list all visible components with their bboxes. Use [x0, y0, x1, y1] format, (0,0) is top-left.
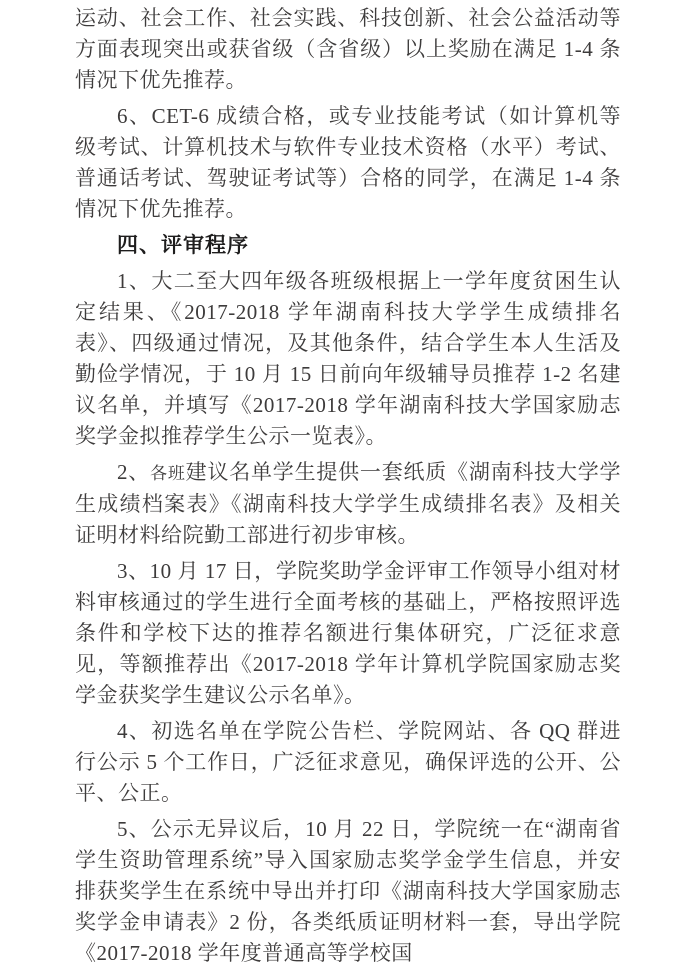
body-paragraph	[75, 3, 621, 96]
body-paragraph	[75, 814, 621, 969]
section-heading	[75, 230, 621, 261]
body-paragraph	[75, 716, 621, 809]
text-run: 1、大二至大四年级各班级根据上一学年度贫困生认定结果、《2017-2018 学年湖南科技大学学生成绩排名表》、四级通过情况，及其他条件，结合学生本人生活及勤俭学情况，于 10 月 15 日前向年级辅导员推荐 1-2 名建议名单，并填写《2017-2018 学年湖南科技大学国家励志奖学金拟推荐学生公示一览表》。	[75, 269, 621, 448]
text-run: 6、CET-6 成绩合格，或专业技能考试（如计算机等级考试、计算机技术与软件专业技术资格（水平）考试、普通话考试、驾驶证考试等）合格的同学，在满足 1-4 条情况下优先推荐。	[75, 104, 621, 221]
text-run: 2、	[117, 460, 151, 484]
text-run: 3、10 月 17 日，学院奖助学金评审工作领导小组对材料审核通过的学生进行全面考核的基础上，严格按照评选条件和学校下达的推荐名额进行集体研究，广泛征求意见，等额推荐出《2017-2018 学年计算机学院国家励志奖学金获奖学生建议公示名单》。	[75, 559, 621, 707]
text-run: 5、公示无异议后，10 月 22 日，学院统一在“湖南省学生资助管理系统”导入国家励志奖学金学生信息，并安排获奖学生在系统中导出并打印《湖南科技大学国家励志奖学金申请表》2 份，各类纸质证明材料一套，导出学院《2017-2018 学年度普通高等学校国	[75, 817, 621, 965]
body-paragraph	[75, 556, 621, 711]
text-run: 四、评审程序	[117, 234, 249, 257]
body-paragraph	[75, 457, 621, 551]
text-run: 建议名单学生提供一套纸质《湖南科技大学学生成绩档案表》《湖南科技大学学生成绩排名表》及相关证明材料给院勤工部进行初步审核。	[75, 460, 622, 547]
body-paragraph	[75, 101, 621, 225]
text-run: 4、初选名单在学院公告栏、学院网站、各 QQ 群进行公示 5 个工作日，广泛征求意见，确保评选的公开、公平、公正。	[75, 719, 621, 805]
text-run: 运动、社会工作、社会实践、科技创新、社会公益活动等方面表现突出或获省级（含省级）以上奖励在满足 1-4 条情况下优先推荐。	[75, 6, 621, 92]
text-run-small: 各班	[150, 464, 186, 483]
body-paragraph	[75, 266, 621, 452]
